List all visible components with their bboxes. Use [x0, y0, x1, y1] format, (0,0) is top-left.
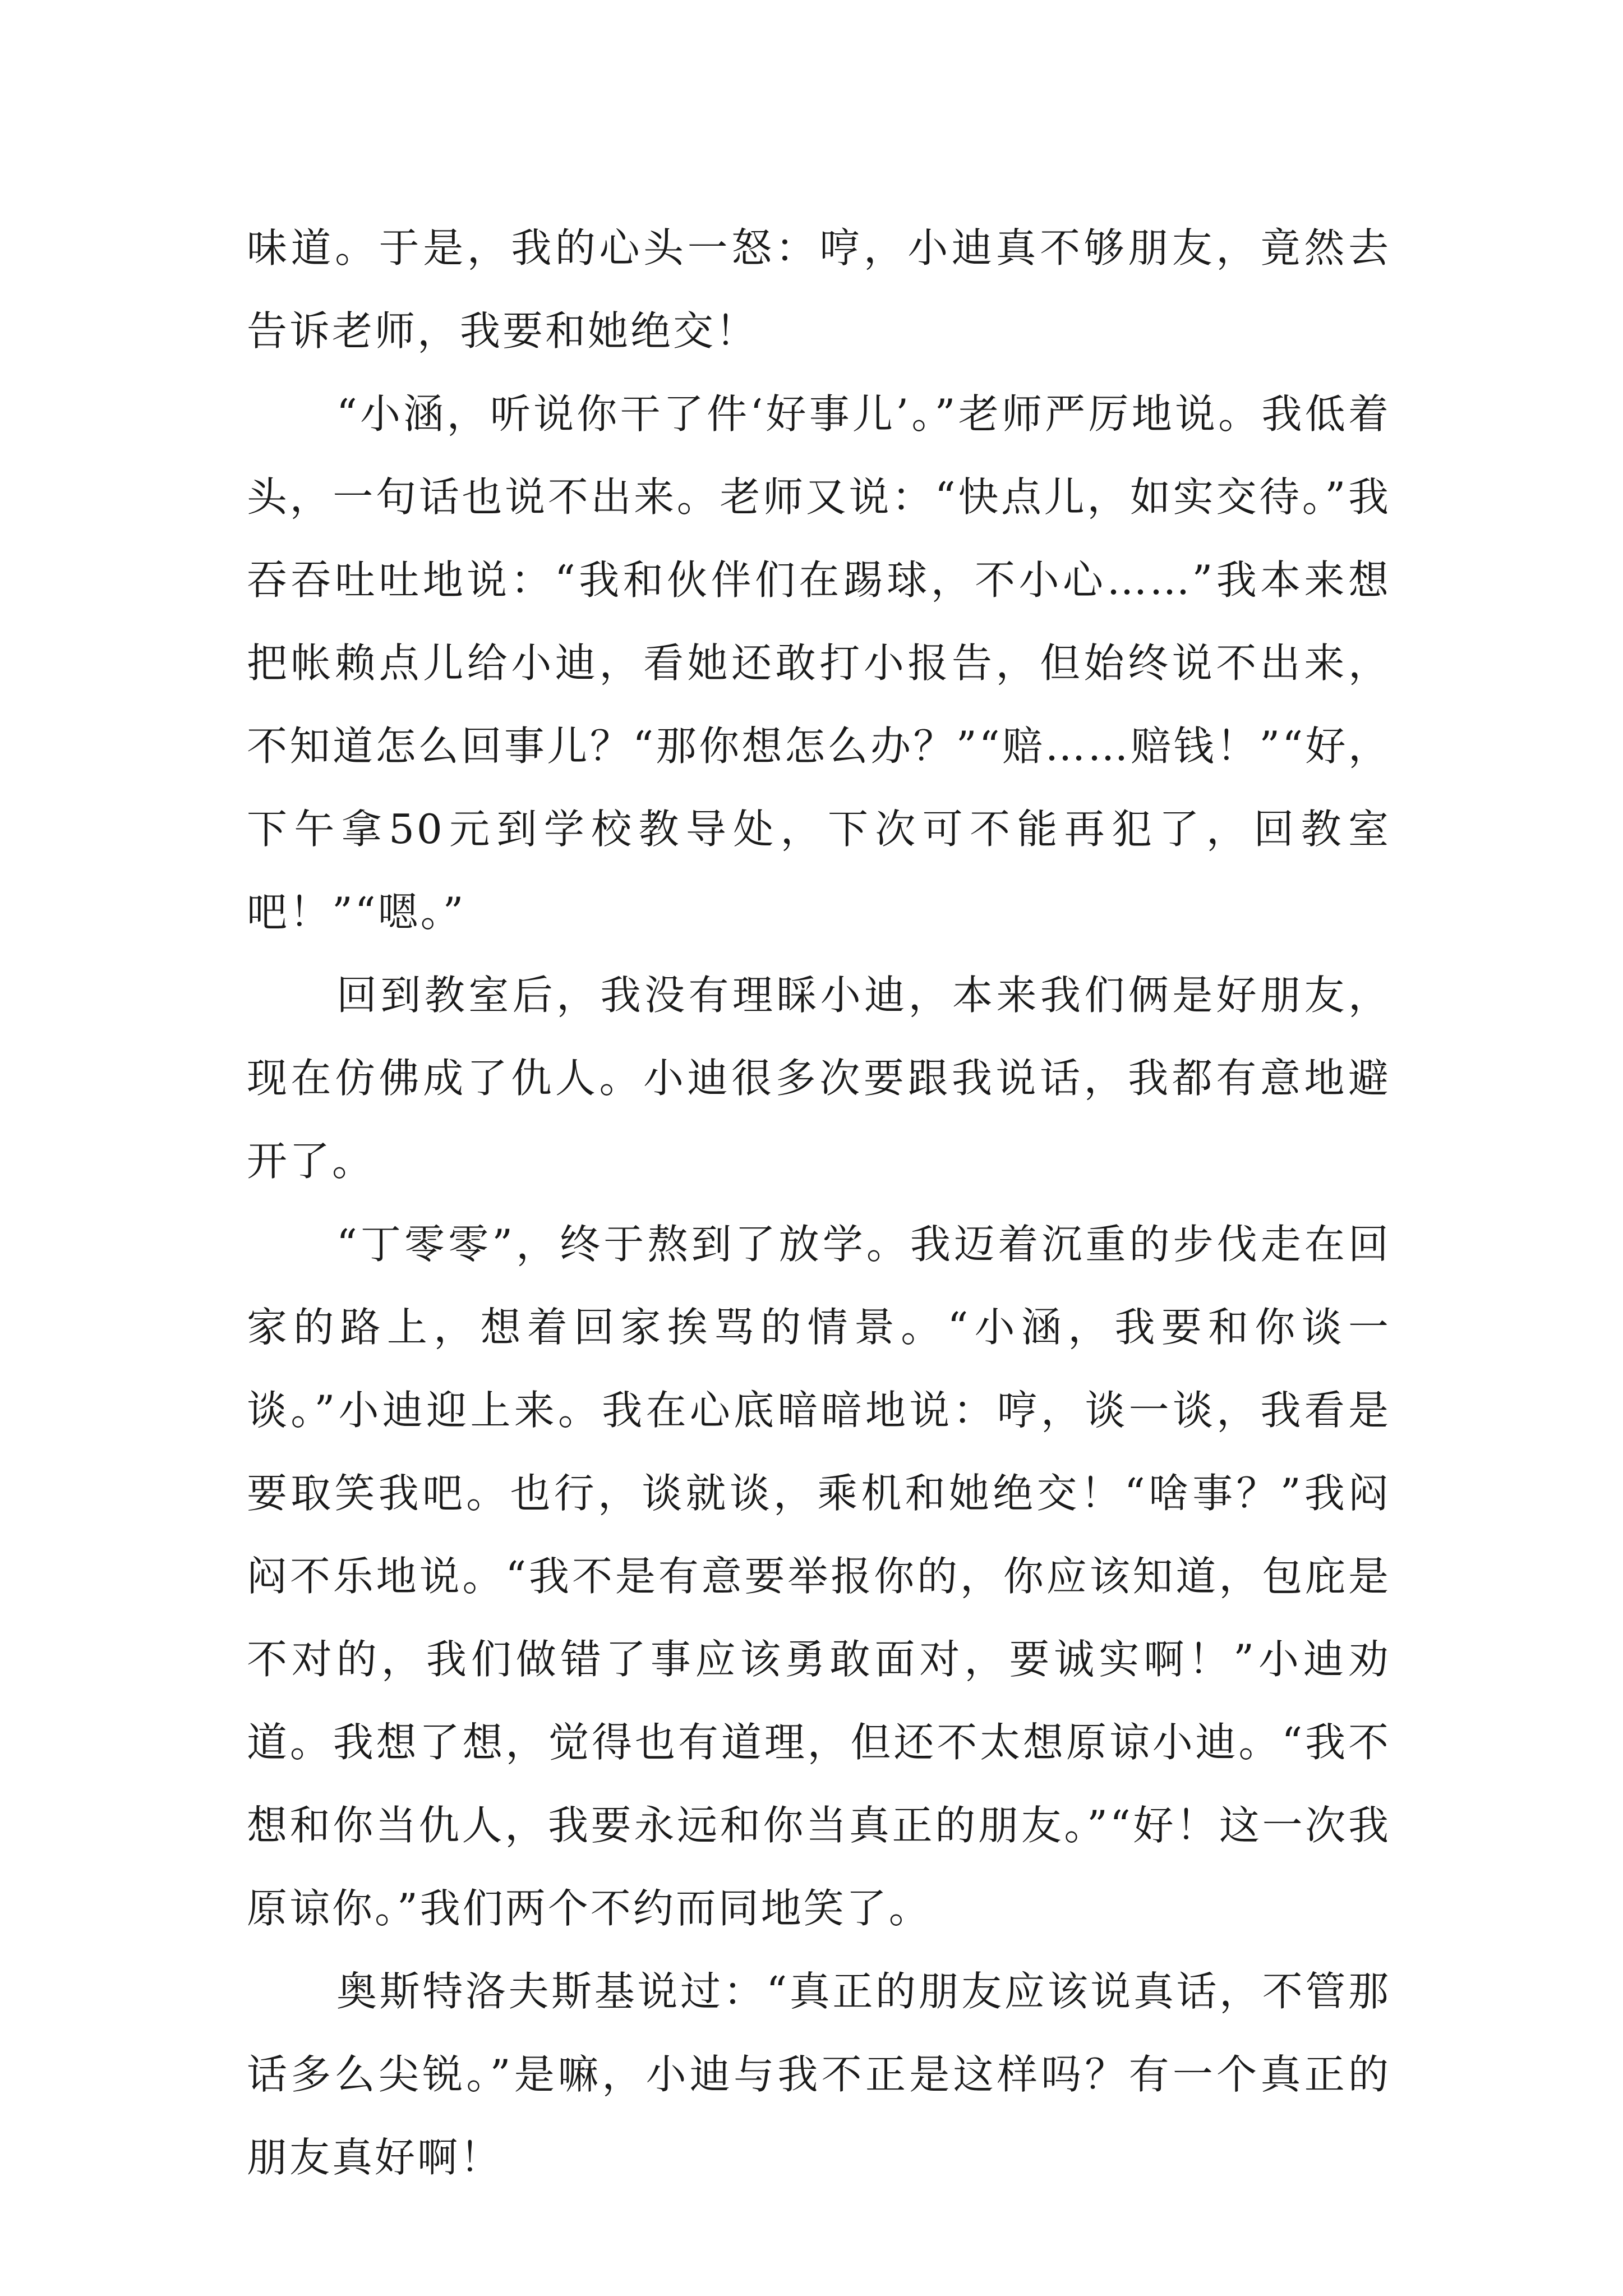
- paragraph-5: 奥斯特洛夫斯基说过：“真正的朋友应该说真话，不管那话多么尖锐。”是嘛，小迪与我不正是这样吗？有一个真正的朋友真好啊！: [247, 1968, 1391, 2181]
- paragraph-4: “丁零零”，终于熬到了放学。我迈着沉重的步伐走在回家的路上，想着回家挨骂的情景。“小涵，我要和你谈一谈。”小迪迎上来。我在心底暗暗地说：哼，谈一谈，我看是要取笑我吧。也行，谈就谈，乘机和她绝交！“啥事？”我闷闷不乐地说。“我不是有意要举报你的，你应该知道，包庇是不对的，我们做错了事应该勇敢面对，要诚实啊！”小迪劝道。我想了想，觉得也有道理，但还不太想原谅小迪。“我不想和你当仇人，我要永远和你当真正的朋友。”“好！这一次我原谅你。”我们两个不约而同地笑了。: [247, 1221, 1391, 1932]
- document-body: [247, 206, 1391, 2199]
- paragraph-1: 味道。于是，我的心头一怒：哼，小迪真不够朋友，竟然去告诉老师，我要和她绝交！: [247, 224, 1391, 355]
- paragraph-3: 回到教室后，我没有理睬小迪，本来我们俩是好朋友，现在仿佛成了仇人。小迪很多次要跟我说话，我都有意地避开了。: [247, 972, 1391, 1185]
- paragraph-2: “小涵，听说你干了件‘好事儿’。”老师严厉地说。我低着头，一句话也说不出来。老师又说：“快点儿，如实交待。”我吞吞吐吐地说：“我和伙伴们在踢球，不小心……”我本来想把帐赖点儿给小迪，看她还敢打小报告，但始终说不出来，不知道怎么回事儿？“那你想怎么办？”“赔……赔钱！”“好，下午拿50元到学校教导处，下次可不能再犯了，回教室吧！”“嗯。”: [247, 390, 1391, 936]
